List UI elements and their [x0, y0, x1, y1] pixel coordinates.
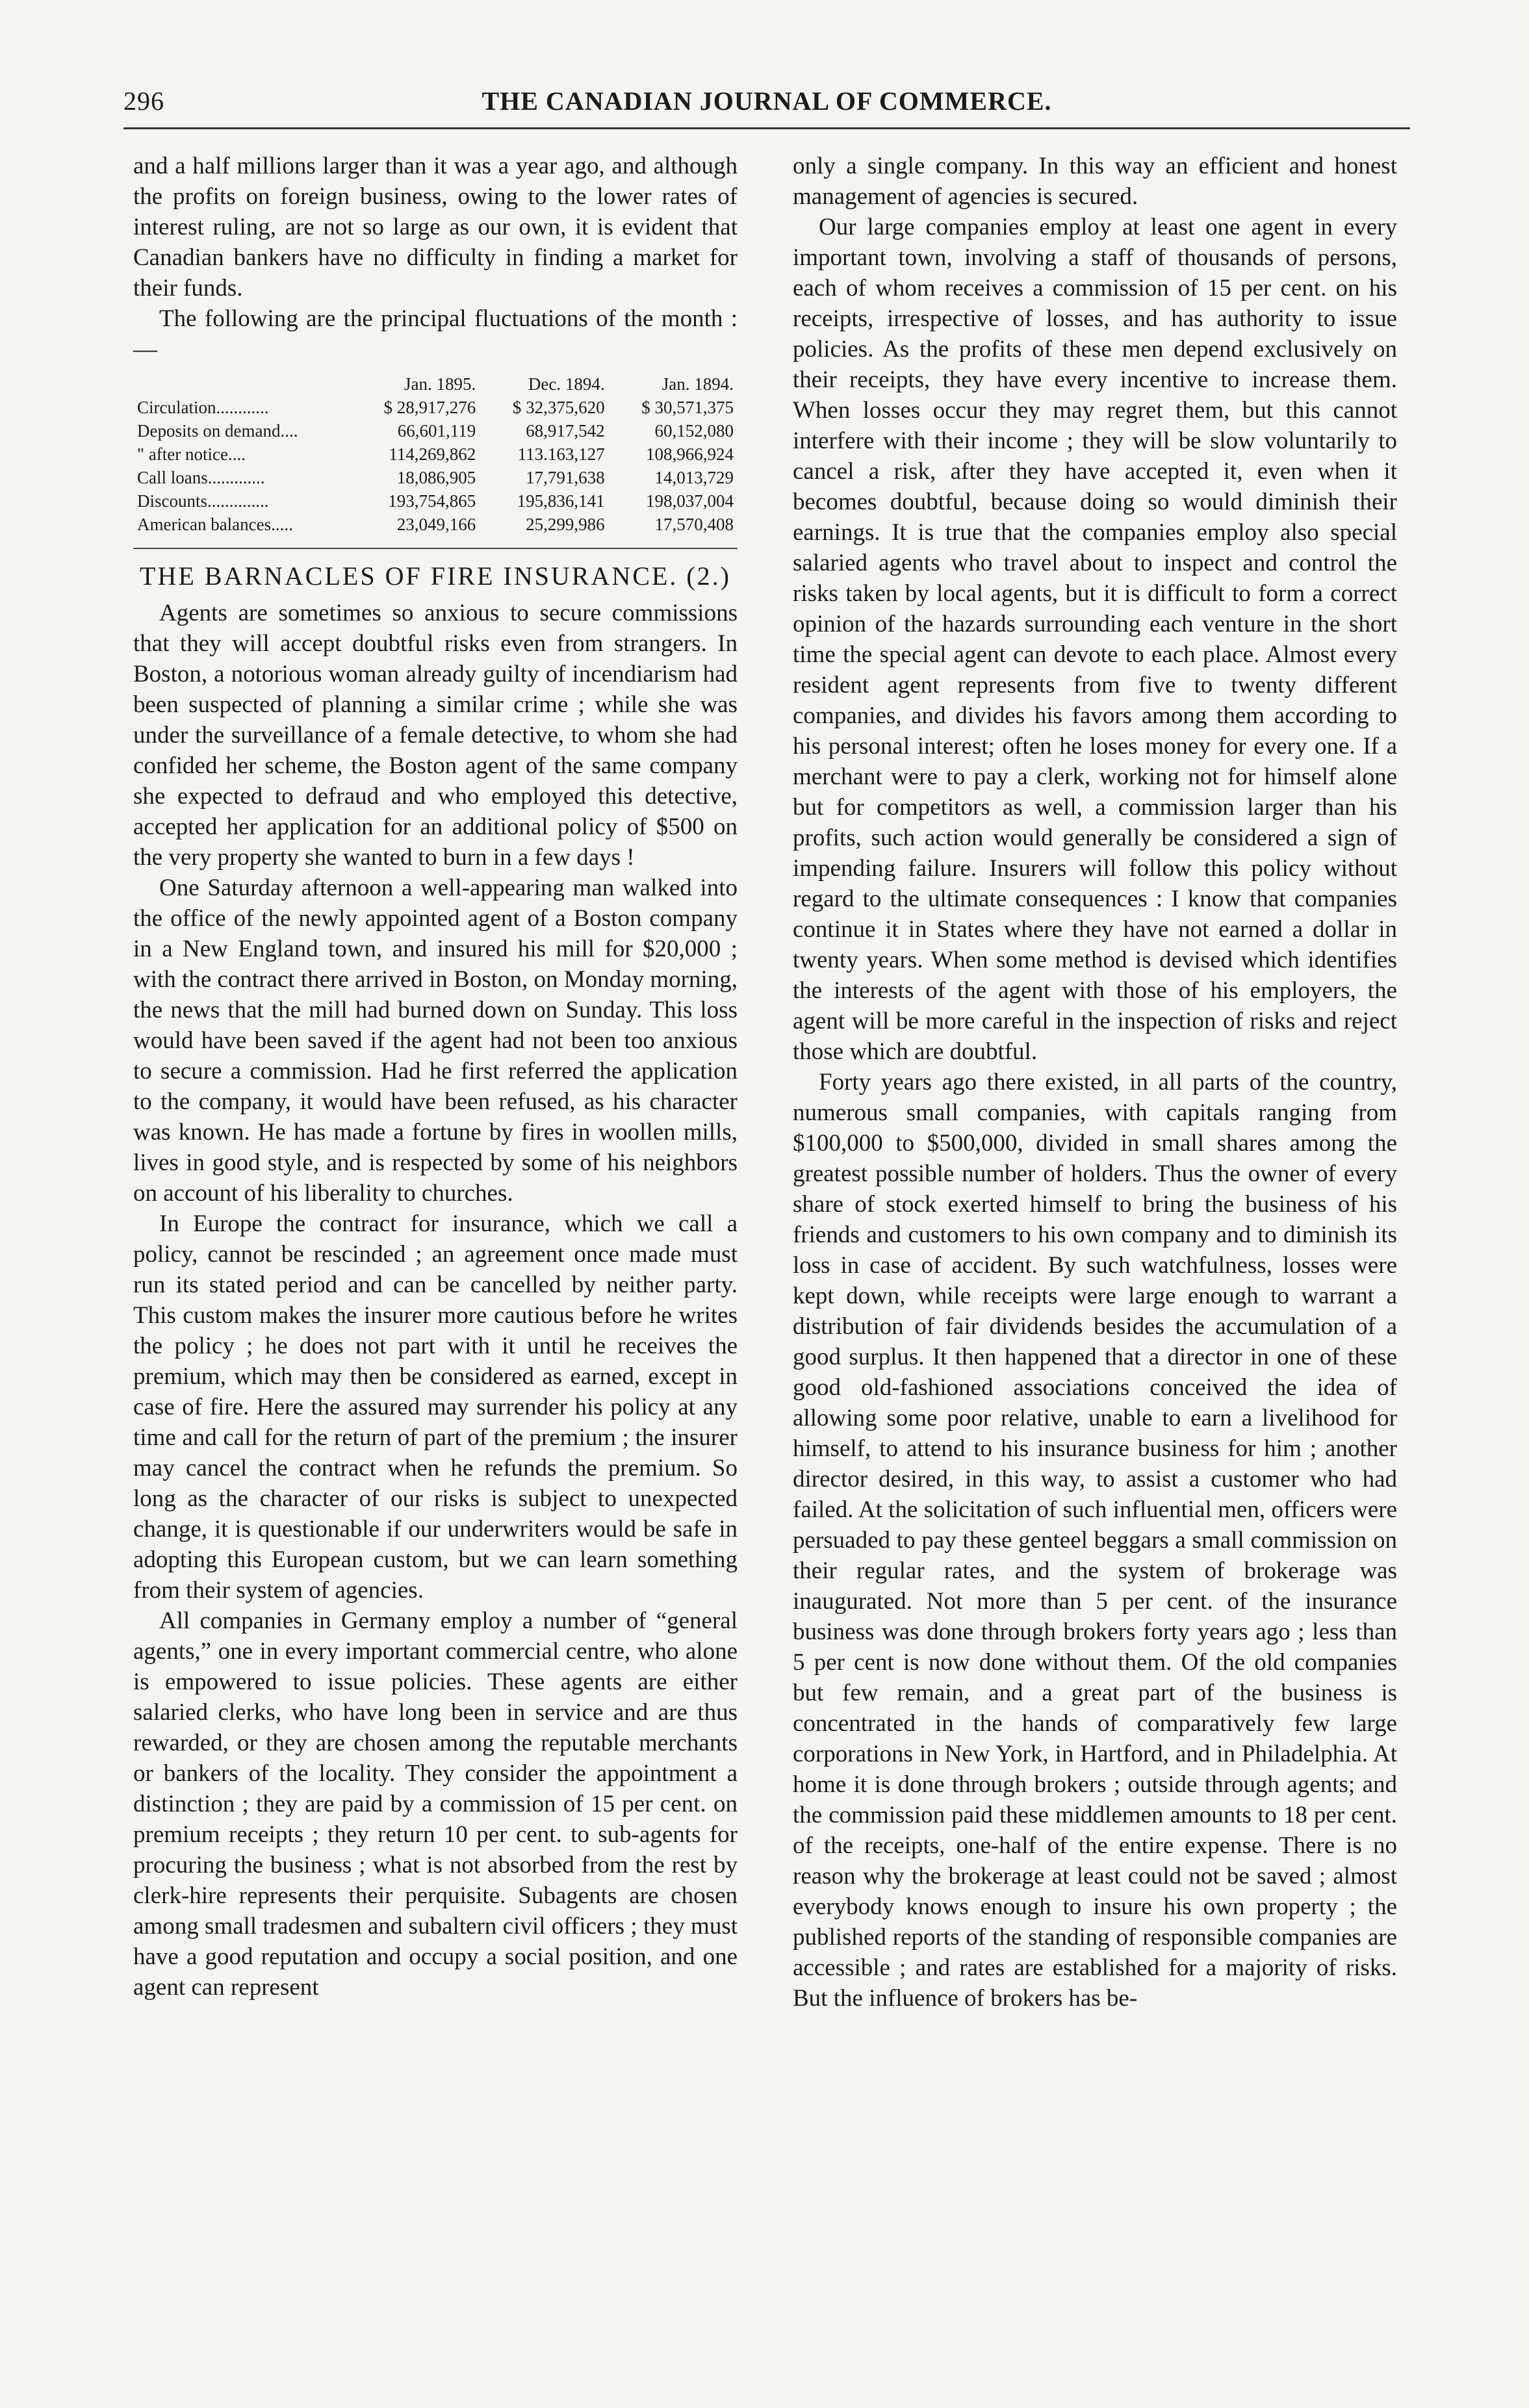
table-cell: 60,152,080	[654, 421, 734, 441]
table-row	[133, 442, 738, 466]
article-paragraph: One Saturday afternoon a well-appearing man walked into the office of the newly appointed agent of a Boston company in a New England town, and insured his mill for $20,000 ; with the contract there arrived in Boston, on Monday morning, the news that the mill had burned down on Sunday. This loss would have been saved if the agent had not been too anxious to secure a commission. Had he first referred the application to the company, it would have been refused, as his character was known. He has made a fortune by fires in woollen mills, lives in good style, and is respected by some of his neighbors on account of his liberality to churches.	[133, 875, 738, 1207]
table-header-cell: Jan. 1895.	[404, 374, 476, 394]
right-column	[793, 151, 1397, 2014]
row-label: American balances.....	[137, 515, 293, 534]
table-header-cell	[133, 372, 351, 396]
table-cell: 193,754,865	[388, 491, 476, 511]
section-divider	[133, 548, 738, 549]
row-label: " after notice....	[137, 444, 246, 464]
table-header-row	[133, 372, 738, 396]
table-cell: $ 32,375,620	[512, 398, 605, 417]
table-row	[133, 513, 738, 536]
table-cell: 66,601,119	[397, 421, 476, 441]
article-heading: THE BARNACLES OF FIRE INSURANCE. (2.)	[140, 561, 731, 591]
page-number: 296	[123, 86, 164, 116]
left-column	[133, 151, 738, 2003]
row-label: Discounts..............	[137, 491, 269, 511]
article-paragraph: In Europe the contract for insurance, which we call a policy, cannot be rescinded ; an agreement once made must run its stated period and can be cancelled by neither party. This custom makes the insurer more cautious before he writes the policy ; he does not part with it until he receives the premium, which may then be considered as earned, except in case of fire. Here the assured may surrender his policy at any time and call for the return of part of the premium ; the insurer may cancel the contract when he refunds the premium. So long as the character of our risks is subject to unexpected change, it is questionable if our underwriters would be safe in adopting this European custom, but we can learn something from their system of agencies.	[133, 1210, 738, 1604]
table-row	[133, 396, 738, 419]
table-header-cell: Dec. 1894.	[528, 374, 605, 394]
row-label: Call loans.............	[137, 468, 265, 487]
article-paragraph: All companies in Germany employ a number of “general agents,” one in every important commercial centre, who alone is empowered to issue policies. These agents are either salaried clerks, who have long been in service and are thus rewarded, or they are chosen among the reputable merchants or bankers of the locality. They consider the appointment a distinction ; they are paid by a commission of 15 per cent. on premium receipts ; they return 10 per cent. to sub-agents for procuring the business ; what is not absorbed from the rest by clerk-hire represents their perquisite. Subagents are chosen among small tradesmen and subaltern civil officers ; they must have a good reputation and occupy a social position, and one agent can represent	[133, 1607, 738, 2001]
table-cell: 108,966,924	[646, 444, 734, 464]
table-intro: The following are the principal fluctuations of the month :—	[133, 305, 738, 363]
table-row	[133, 419, 738, 442]
table-cell: 113.163,127	[517, 444, 605, 464]
table-cell: 17,570,408	[654, 515, 734, 534]
header-rule	[123, 127, 1410, 129]
table-cell: 198,037,004	[646, 491, 734, 511]
row-label: Deposits on demand....	[137, 421, 298, 441]
table-row	[133, 466, 738, 489]
table-cell: $ 28,917,276	[383, 398, 476, 417]
table-header-cell: Jan. 1894.	[662, 374, 734, 394]
row-label: Circulation............	[137, 398, 269, 417]
table-row	[133, 489, 738, 513]
table-cell: 18,086,905	[396, 468, 476, 487]
article-paragraph: Forty years ago there existed, in all parts of the country, numerous small companies, with capitals ranging from $100,000 to $500,000, divided in small shares among the greatest possible number of holders. Thus the owner of every share of stock exerted himself to bring the business of his friends and customers to his own company and to diminish its loss in case of accident. By such watchfulness, losses were kept down, while receipts were large enough to warrant a distribution of fair dividends besides the accumulation of a good surplus. It then happened that a director in one of these good old-fashioned associations conceived the idea of allowing some poor relative, unable to earn a livelihood for himself, to attend to his insurance business for him ; another director desired, in this way, to assist a customer who had failed. At the solicitation of such influential men, officers were persuaded to pay these genteel beggars a small commission on their regular rates, and the system of brokerage was inaugurated. Not more than 5 per cent. of the insurance business was done through brokers forty years ago ; less than 5 per cent is now done without them. Of the old companies but few remain, and a great part of the business is concentrated in the hands of comparatively few large corporations in New York, in Hartford, and in Philadelphia. At home it is done through brokers ; outside through agents; and the commission paid these middlemen amounts to 18 per cent. of the receipts, one-half of the entire expense. There is no reason why the brokerage at least could not be saved ; almost everybody knows enough to insure his own property ; the published reports of the standing of responsible companies are accessible ; and rates are established for a majority of risks. But the influence of brokers has be-	[793, 1069, 1397, 2012]
table-cell: $ 30,571,375	[641, 398, 734, 417]
table-cell: 195,836,141	[517, 491, 605, 511]
fluctuations-table	[133, 372, 738, 536]
article-paragraph: Our large companies employ at least one agent in every important town, involving a staff of thousands of persons, each of whom receives a commission of 15 per cent. on his receipts, irrespective of losses, and has authority to issue policies. As the profits of these men depend exclusively on their receipts, they have every incentive to increase them. When losses occur they may regret them, but this cannot interfere with their income ; they will be slow voluntarily to cancel a risk, after they have accepted it, even when it becomes doubtful, because doing so would diminish their earnings. It is true that the companies employ also special salaried agents who travel about to inspect and control the risks taken by local agents, but it is difficult to form a correct opinion of the hazards surrounding each venture in the short time the special agent can devote to each place. Almost every resident agent represents from five to twenty different companies, and divides his favors among them according to his personal interest; often he loses money for every one. If a merchant were to pay a clerk, working not for himself alone but for competitors as well, a commission larger than his profits, such action would generally be considered a sign of impending failure. Insurers will follow this policy without regard to the ultimate consequences : I know that companies continue it in States where they have not earned a dollar in twenty years. When some method is devised which identifies the interests of the agent with those of his employers, the agent will be more careful in the inspection of risks and reject those which are doubtful.	[793, 214, 1397, 1065]
intro-paragraph: and a half millions larger than it was a year ago, and although the profits on foreign business, owing to the lower rates of interest ruling, are not so large as our own, it is evident that Canadian bankers have no difficulty in finding a market for their funds.	[133, 153, 738, 301]
table-cell: 25,299,986	[526, 515, 605, 534]
table-cell: 17,791,638	[526, 468, 605, 487]
table-cell: 68,917,542	[526, 421, 605, 441]
article-paragraph: Agents are sometimes so anxious to secure commissions that they will accept doubtful risks even from strangers. In Boston, a notorious woman already guilty of incendiarism had been suspected of planning a similar crime ; while she was under the surveillance of a female detective, to whom she had confided her scheme, the Boston agent of the same company she expected to defraud and who employed this detective, accepted her application for an additional policy of $500 on the very property she wanted to burn in a few days !	[133, 600, 738, 871]
article-paragraph: only a single company. In this way an efficient and honest management of agencies is secured.	[793, 153, 1397, 210]
page-header	[123, 86, 1410, 125]
table-cell: 114,269,862	[389, 444, 476, 464]
journal-title: THE CANADIAN JOURNAL OF COMMERCE.	[482, 86, 1052, 116]
table-cell: 14,013,729	[654, 468, 734, 487]
table-cell: 23,049,166	[396, 515, 476, 534]
